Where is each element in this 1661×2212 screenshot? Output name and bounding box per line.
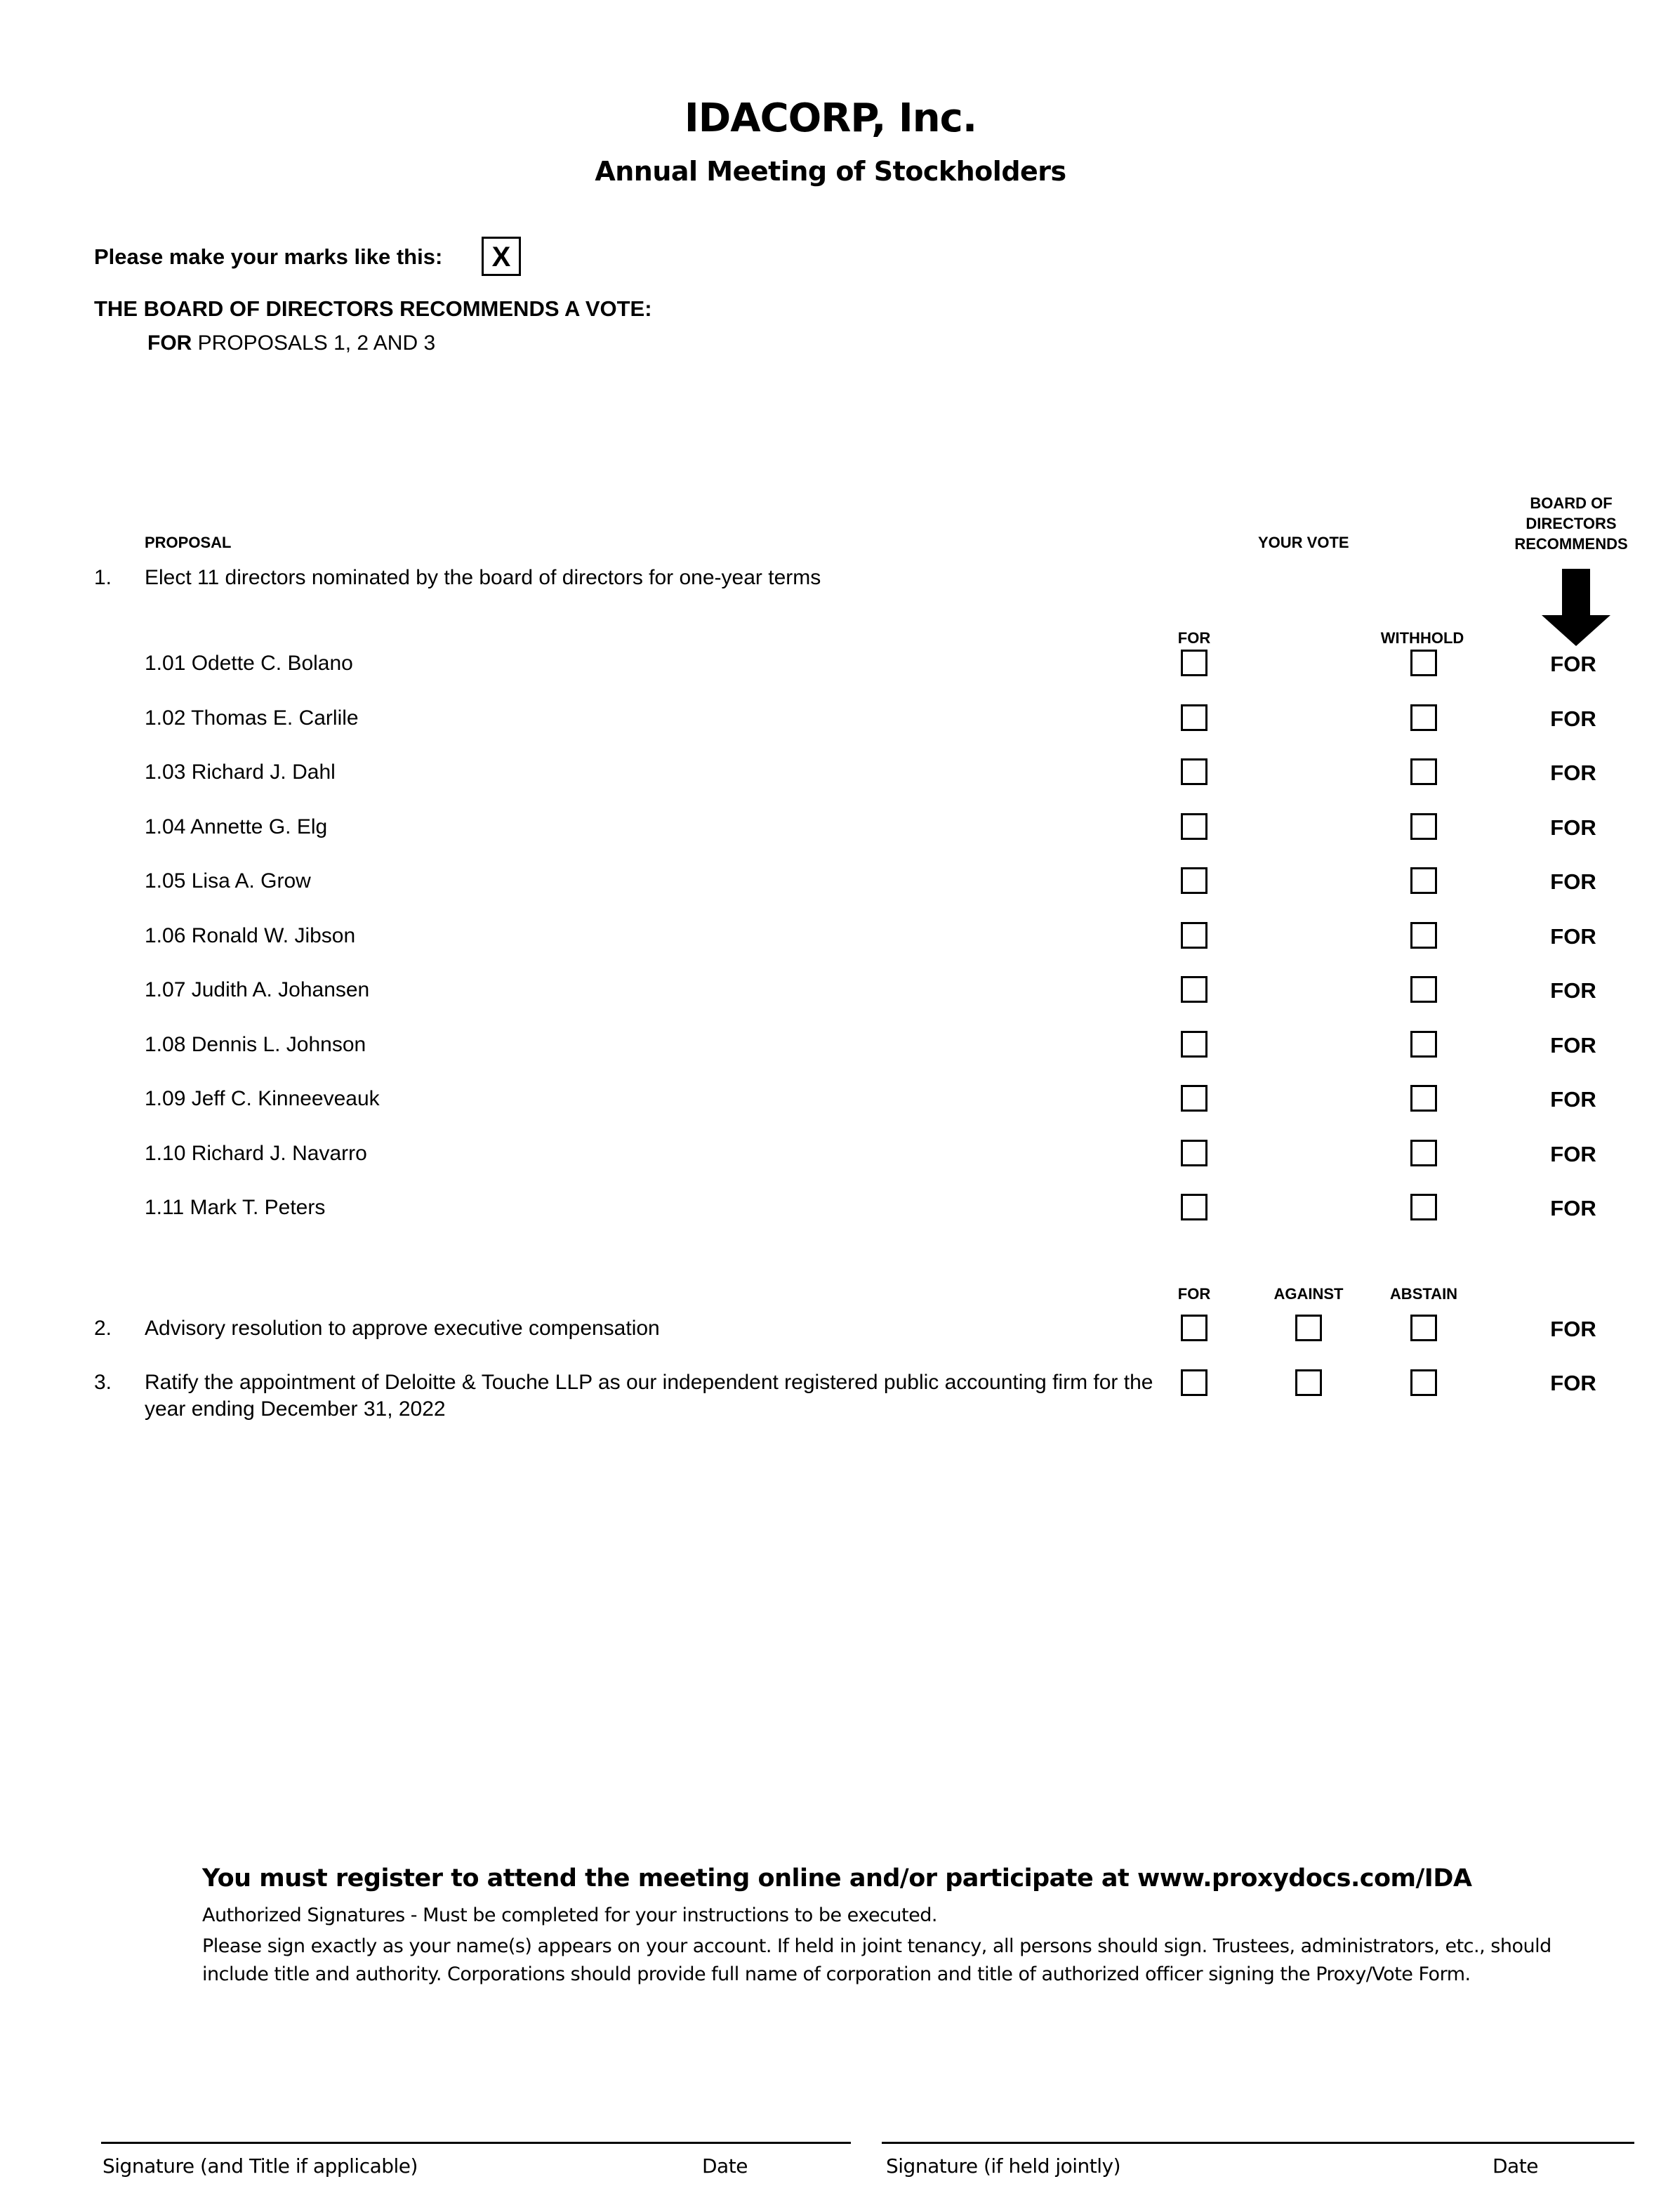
nominee-for-checkbox[interactable]: [1181, 976, 1207, 1003]
nominee-withhold-checkbox[interactable]: [1410, 1085, 1437, 1112]
nominee-withhold-checkbox[interactable]: [1410, 758, 1437, 785]
date-1-label: Date: [702, 2154, 748, 2178]
nominee-withhold-checkbox[interactable]: [1410, 867, 1437, 894]
proposal-2-for-checkbox[interactable]: [1181, 1315, 1207, 1341]
signature-2-label: Signature (if held jointly): [886, 2154, 1121, 2178]
proposal-3-against-checkbox[interactable]: [1295, 1369, 1322, 1396]
nominee-board-recommendation: FOR: [1550, 1196, 1596, 1220]
for-bold: FOR: [147, 331, 192, 355]
signature-1-label: Signature (and Title if applicable): [102, 2154, 418, 2178]
nominee-label: 1.03 Richard J. Dahl: [145, 761, 336, 784]
signature-line-1[interactable]: [101, 2142, 851, 2144]
column-header-for: FOR: [1177, 629, 1211, 647]
proposal-3-for-checkbox[interactable]: [1181, 1369, 1207, 1396]
column-header-abstain: ABSTAIN: [1389, 1285, 1458, 1303]
nominee-for-checkbox[interactable]: [1181, 758, 1207, 785]
nominee-board-recommendation: FOR: [1550, 1087, 1596, 1112]
nominee-label: 1.07 Judith A. Johansen: [145, 978, 370, 1001]
proposal-2-abstain-checkbox[interactable]: [1410, 1315, 1437, 1341]
marks-instruction: Please make your marks like this:: [94, 244, 443, 269]
authorized-signatures-note: Authorized Signatures - Must be completed for your instructions to be executed.: [202, 1904, 937, 1926]
signing-instructions: Please sign exactly as your name(s) appears on your account. If held in joint tenancy, all persons should sign. Trustees, administrators, etc., should include title and authority. Corporations should provide full name of corporation and title of authorized officer signing the Proxy/Vote Form.: [202, 1935, 1551, 1985]
nominee-label: 1.02 Thomas E. Carlile: [145, 706, 359, 730]
nominee-board-recommendation: FOR: [1550, 1033, 1596, 1058]
for-rest: PROPOSALS 1, 2 AND 3: [192, 331, 436, 355]
nominee-withhold-checkbox[interactable]: [1410, 650, 1437, 676]
proposal-1-number: 1.: [94, 566, 112, 589]
arrow-down-icon: [1537, 569, 1615, 646]
proposal-3-text: Ratify the appointment of Deloitte & Touche LLP as our independent registered public accounting firm for the year ending December 31, 2022: [145, 1371, 1153, 1421]
proposal-2-board-recommendation: FOR: [1550, 1317, 1596, 1341]
nominee-label: 1.01 Odette C. Bolano: [145, 652, 353, 675]
nominee-label: 1.08 Dennis L. Johnson: [145, 1033, 366, 1056]
nominee-label: 1.10 Richard J. Navarro: [145, 1142, 367, 1165]
nominee-board-recommendation: FOR: [1550, 924, 1596, 949]
your-vote-header: YOUR VOTE: [1258, 534, 1349, 551]
nominee-board-recommendation: FOR: [1550, 978, 1596, 1003]
column-header-against: AGAINST: [1273, 1285, 1344, 1303]
nominee-withhold-checkbox[interactable]: [1410, 1031, 1437, 1058]
nominee-withhold-checkbox[interactable]: [1410, 1140, 1437, 1166]
registration-notice: You must register to attend the meeting online and/or participate at www.proxydocs.com/IDA: [202, 1864, 1472, 1892]
nominee-for-checkbox[interactable]: [1181, 1031, 1207, 1058]
nominee-withhold-checkbox[interactable]: [1410, 1194, 1437, 1220]
nominee-board-recommendation: FOR: [1550, 652, 1596, 676]
proposal-2-number: 2.: [94, 1317, 112, 1340]
proposal-2-text: Advisory resolution to approve executive compensation: [145, 1317, 660, 1340]
nominee-for-checkbox[interactable]: [1181, 1085, 1207, 1112]
column-header-for-2: FOR: [1177, 1285, 1211, 1303]
nominee-label: 1.04 Annette G. Elg: [145, 815, 328, 838]
proposal-3-abstain-checkbox[interactable]: [1410, 1369, 1437, 1396]
signature-line-2[interactable]: [882, 2142, 1634, 2144]
nominee-board-recommendation: FOR: [1550, 869, 1596, 894]
nominee-board-recommendation: FOR: [1550, 706, 1596, 731]
proposal-1-text: Elect 11 directors nominated by the board of directors for one-year terms: [145, 566, 821, 589]
marks-example-box: X: [482, 237, 521, 276]
nominee-board-recommendation: FOR: [1550, 761, 1596, 785]
nominee-withhold-checkbox[interactable]: [1410, 704, 1437, 731]
nominee-label: 1.09 Jeff C. Kinneeveauk: [145, 1087, 380, 1110]
nominee-withhold-checkbox[interactable]: [1410, 976, 1437, 1003]
nominee-for-checkbox[interactable]: [1181, 650, 1207, 676]
nominee-label: 1.06 Ronald W. Jibson: [145, 924, 356, 947]
nominee-board-recommendation: FOR: [1550, 1142, 1596, 1166]
board-recommendation-line: [147, 331, 435, 355]
proposal-2-against-checkbox[interactable]: [1295, 1315, 1322, 1341]
board-recommends-header: BOARD OF DIRECTORS RECOMMENDS: [1514, 494, 1628, 553]
nominee-for-checkbox[interactable]: [1181, 1194, 1207, 1220]
proposal-3-number: 3.: [94, 1371, 112, 1394]
nominee-for-checkbox[interactable]: [1181, 922, 1207, 949]
page-subtitle: Annual Meeting of Stockholders: [595, 156, 1066, 187]
nominee-withhold-checkbox[interactable]: [1410, 922, 1437, 949]
nominee-for-checkbox[interactable]: [1181, 867, 1207, 894]
board-recommendation-heading: THE BOARD OF DIRECTORS RECOMMENDS A VOTE:: [94, 296, 652, 321]
nominee-for-checkbox[interactable]: [1181, 1140, 1207, 1166]
nominee-withhold-checkbox[interactable]: [1410, 813, 1437, 840]
date-2-label: Date: [1493, 2154, 1538, 2178]
nominee-label: 1.11 Mark T. Peters: [145, 1196, 326, 1219]
proposal-3-board-recommendation: FOR: [1550, 1371, 1596, 1395]
column-header-withhold: WITHHOLD: [1380, 629, 1464, 647]
nominee-board-recommendation: FOR: [1550, 815, 1596, 840]
nominee-for-checkbox[interactable]: [1181, 813, 1207, 840]
page-title: IDACORP, Inc.: [684, 96, 977, 141]
nominee-for-checkbox[interactable]: [1181, 704, 1207, 731]
proposal-header: PROPOSAL: [145, 534, 232, 551]
nominee-label: 1.05 Lisa A. Grow: [145, 869, 311, 893]
